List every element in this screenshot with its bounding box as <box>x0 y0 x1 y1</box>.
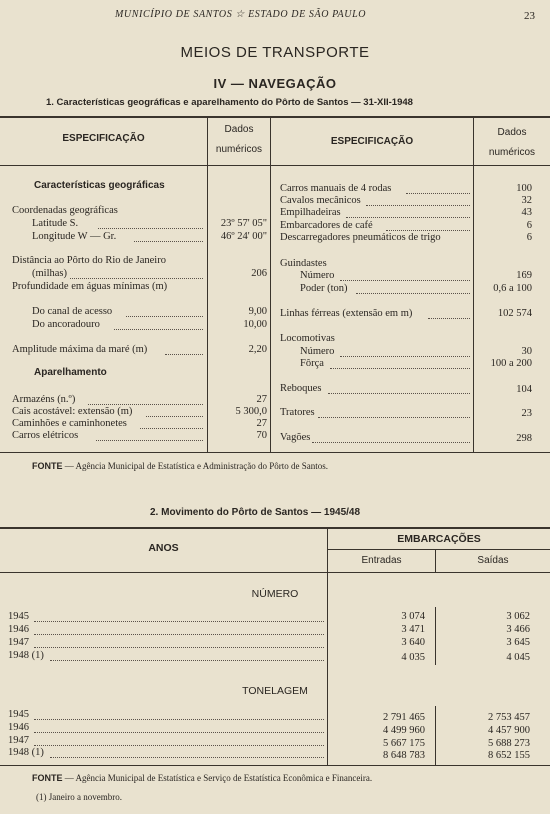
carros-eletricos-value: 70 <box>256 430 267 441</box>
table1-col-data-right-1: Dados <box>497 127 527 138</box>
table2-header-rule <box>0 572 550 573</box>
distancia-label-2: (milhas) <box>32 268 67 279</box>
latitude-label: Latitude S. <box>32 218 79 229</box>
numero-row-1-ano: 1946 <box>8 624 29 635</box>
linhas-value: 102 574 <box>497 308 532 319</box>
tonelagem-row-1-saidas: 4 457 900 <box>488 725 530 736</box>
loco-forca-value: 100 a 200 <box>490 358 532 369</box>
table1-caption: 1. Características geográficas e aparelhamento do Pôrto de Santos — 31-XII-1948 <box>46 97 413 108</box>
empilhadeiras-value: 43 <box>521 207 532 218</box>
loco-numero-label: Número <box>300 346 335 357</box>
table2-note: (1) Janeiro a novembro. <box>36 792 122 802</box>
table2-bottom-rule <box>0 765 550 766</box>
carros-eletricos-label: Carros elétricos <box>12 430 79 441</box>
cavalos-label: Cavalos mecânicos <box>280 195 361 206</box>
numero-row-0-entradas: 3 074 <box>401 611 425 622</box>
tonelagem-row-3-entradas: 8 648 783 <box>383 750 425 761</box>
amplitude-label: Amplitude máxima da maré (m) <box>12 344 148 355</box>
fonte-text: — Agência Municipal de Estatística e Administração do Pôrto de Santos. <box>64 461 328 471</box>
section-title: MEIOS DE TRANSPORTE <box>180 44 370 61</box>
fonte-label: FONTE <box>32 461 63 471</box>
numero-row-1-saidas: 3 466 <box>506 624 530 635</box>
numero-row-3-entradas: 4 035 <box>401 652 425 663</box>
table2-group-rule <box>328 549 550 550</box>
tonelagem-row-0-saidas: 2 753 457 <box>488 712 530 723</box>
armazens-label: Armazéns (n.º) <box>12 394 76 405</box>
guind-numero-label: Número <box>300 270 335 281</box>
canal-label: Do canal de acesso <box>32 306 113 317</box>
tratores-label: Tratores <box>280 407 315 418</box>
amplitude-value: 2,20 <box>248 344 267 355</box>
loco-numero-value: 30 <box>521 346 532 357</box>
table2-col-saidas: Saídas <box>477 555 509 566</box>
fonte-text: — Agência Municipal de Estatística e Serviço de Estatística Econômica e Financeira. <box>64 773 373 783</box>
guind-numero-value: 169 <box>516 270 532 281</box>
heading-apar: Aparelhamento <box>34 367 107 378</box>
caminhoes-label: Caminhões e caminhonetes <box>12 418 127 429</box>
numero-row-2-entradas: 3 640 <box>401 637 425 648</box>
table2-fonte <box>32 773 372 783</box>
vagoes-value: 298 <box>516 433 532 444</box>
guind-poder-label: Poder (ton) <box>300 283 348 294</box>
page-number: 23 <box>524 10 535 22</box>
linhas-label: Linhas férreas (extensão em m) <box>280 308 413 319</box>
table1-col-data-left-2: numéricos <box>215 144 263 155</box>
tratores-value: 23 <box>521 408 532 419</box>
tonelagem-row-2-entradas: 5 667 175 <box>383 738 425 749</box>
descarregadores-value: 6 <box>526 232 532 243</box>
vagoes-label: Vagões <box>280 432 311 443</box>
distancia-value: 206 <box>251 268 267 279</box>
table1-divider-2 <box>270 116 271 452</box>
locomotivas-label: Locomotivas <box>280 333 335 344</box>
tonelagem-row-0-entradas: 2 791 465 <box>383 712 425 723</box>
profundidade-label: Profundidade em águas mínimas (m) <box>12 281 168 292</box>
numero-row-2-ano: 1947 <box>8 637 29 648</box>
embarcadores-value: 6 <box>526 220 532 231</box>
embarcadores-label: Embarcadores de café <box>280 220 373 231</box>
armazens-value: 27 <box>256 394 267 405</box>
ancoradouro-value: 10,00 <box>243 319 267 330</box>
reboques-value: 104 <box>516 384 532 395</box>
guindastes-label: Guindastes <box>280 258 327 269</box>
table1-col-spec-right: ESPECIFICAÇÃO <box>330 136 414 147</box>
loco-forca-label: Fôrça <box>300 358 324 369</box>
table1-top-rule <box>0 116 550 118</box>
table2-col-entradas: Entradas <box>361 555 402 566</box>
tonelagem-row-3-saidas: 8 652 155 <box>488 750 530 761</box>
table2-col-anos: ANOS <box>148 542 179 554</box>
numero-row-0-saidas: 3 062 <box>506 611 530 622</box>
tonelagem-row-1-ano: 1946 <box>8 722 29 733</box>
table2-col-embarcacoes: EMBARCAÇÕES <box>397 533 481 545</box>
numero-row-3-saidas: 4 045 <box>506 652 530 663</box>
distancia-label-1: Distância ao Pôrto do Rio de Janeiro <box>12 255 166 266</box>
guind-poder-value: 0,6 a 100 <box>493 283 532 294</box>
tonelagem-row-1-entradas: 4 499 960 <box>383 725 425 736</box>
numero-row-2-saidas: 3 645 <box>506 637 530 648</box>
tonelagem-heading: TONELAGEM <box>242 685 308 697</box>
table2-caption: 2. Movimento do Pôrto de Santos — 1945/48 <box>150 507 361 518</box>
numero-row-1-entradas: 3 471 <box>401 624 425 635</box>
table1-col-spec-left: ESPECIFICAÇÃO <box>62 133 145 144</box>
canal-value: 9,00 <box>248 306 267 317</box>
subsection-title: IV — NAVEGAÇÃO <box>213 76 337 91</box>
cavalos-value: 32 <box>521 195 532 206</box>
cais-label: Cais acostável: extensão (m) <box>12 406 133 417</box>
empilhadeiras-label: Empilhadeiras <box>280 207 341 218</box>
coord-label: Coordenadas geográficas <box>12 205 118 216</box>
table1-bottom-rule <box>0 452 550 453</box>
heading-geo: Características geográficas <box>34 180 165 191</box>
longitude-label: Longitude W — Gr. <box>32 231 117 242</box>
longitude-value: 46º 24' 00" <box>220 231 267 242</box>
tonelagem-row-0-ano: 1945 <box>8 709 29 720</box>
table2-top-rule <box>0 527 550 529</box>
table1-col-data-right-2: numéricos <box>488 147 536 158</box>
fonte-label: FONTE <box>32 773 63 783</box>
ancoradouro-label: Do ancoradouro <box>32 319 100 330</box>
tonelagem-row-3-ano: 1948 (1) <box>8 747 44 758</box>
carros-manuais-value: 100 <box>516 183 532 194</box>
numero-row-0-ano: 1945 <box>8 611 29 622</box>
numero-row-3-ano: 1948 (1) <box>8 650 44 661</box>
carros-manuais-label: Carros manuais de 4 rodas <box>280 183 392 194</box>
tonelagem-row-2-saidas: 5 688 273 <box>488 738 530 749</box>
table1-col-data-left-1: Dados <box>224 124 254 135</box>
reboques-label: Reboques <box>280 383 322 394</box>
table1-header-rule <box>0 165 550 166</box>
numero-heading: NÚMERO <box>251 588 299 600</box>
table1-fonte <box>32 461 328 471</box>
tonelagem-row-2-ano: 1947 <box>8 735 29 746</box>
running-header: MUNICÍPIO DE SANTOS ☆ ESTADO DE SÃO PAULO <box>115 9 367 20</box>
caminhoes-value: 27 <box>256 418 267 429</box>
latitude-value: 23º 57' 05" <box>220 218 267 229</box>
descarregadores-label: Descarregadores pneumáticos de trigo <box>280 232 441 243</box>
cais-value: 5 300,0 <box>235 406 267 417</box>
